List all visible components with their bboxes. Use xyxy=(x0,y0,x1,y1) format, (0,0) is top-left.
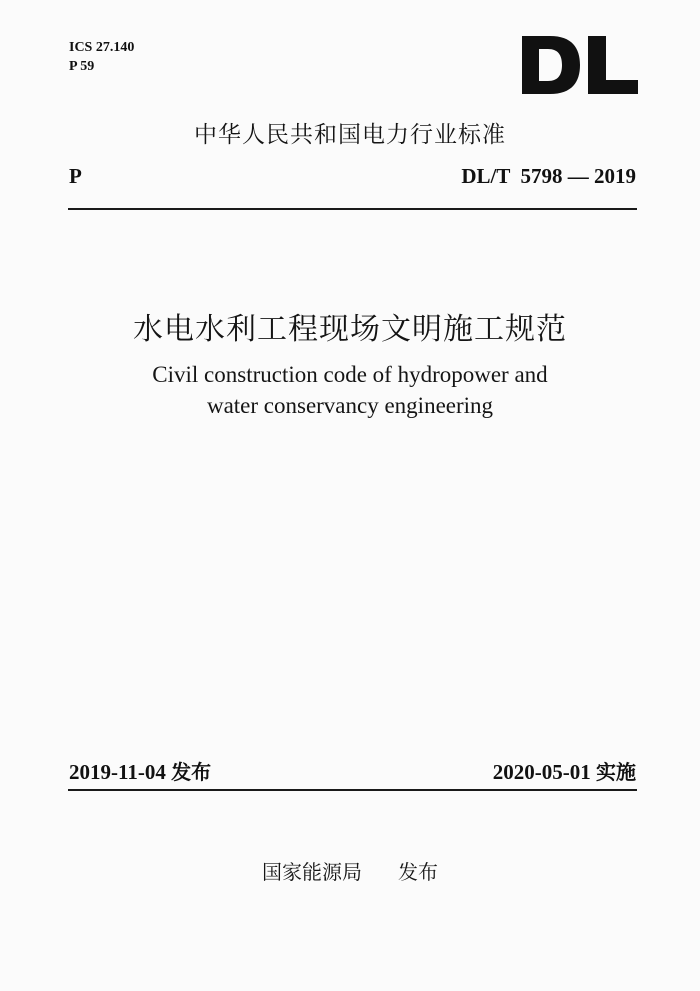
ccs-code: P 59 xyxy=(69,59,95,74)
implement-word: 实施 xyxy=(596,760,636,784)
issue-date-line xyxy=(69,756,211,785)
issuing-authority: 中华人民共和国电力行业标准 xyxy=(194,122,506,148)
title-chinese: 水电水利工程现场文明施工规范 xyxy=(133,312,567,347)
dl-logo xyxy=(522,36,638,94)
standard-number: DL/T 5798 — 2019 xyxy=(461,164,636,188)
title-english-line2: water conservancy engineering xyxy=(206,393,494,418)
issue-word: 发布 xyxy=(171,760,212,784)
ics-code: ICS 27.140 xyxy=(69,40,135,55)
implement-date: 2020-05-01 xyxy=(492,760,591,784)
publisher-action: 发布 xyxy=(398,860,438,884)
dl-logo-letter-l xyxy=(588,36,638,94)
title-english-line1: Civil construction code of hydropower and xyxy=(152,362,548,387)
issue-date: 2019-11-04 xyxy=(69,760,166,784)
category-letter: P xyxy=(69,164,82,188)
publisher-line xyxy=(0,856,700,885)
top-divider xyxy=(68,208,637,210)
publisher-name: 国家能源局 xyxy=(262,860,362,884)
dl-logo-letter-d xyxy=(522,36,580,94)
bottom-divider xyxy=(68,789,637,791)
implement-date-line xyxy=(493,756,636,785)
